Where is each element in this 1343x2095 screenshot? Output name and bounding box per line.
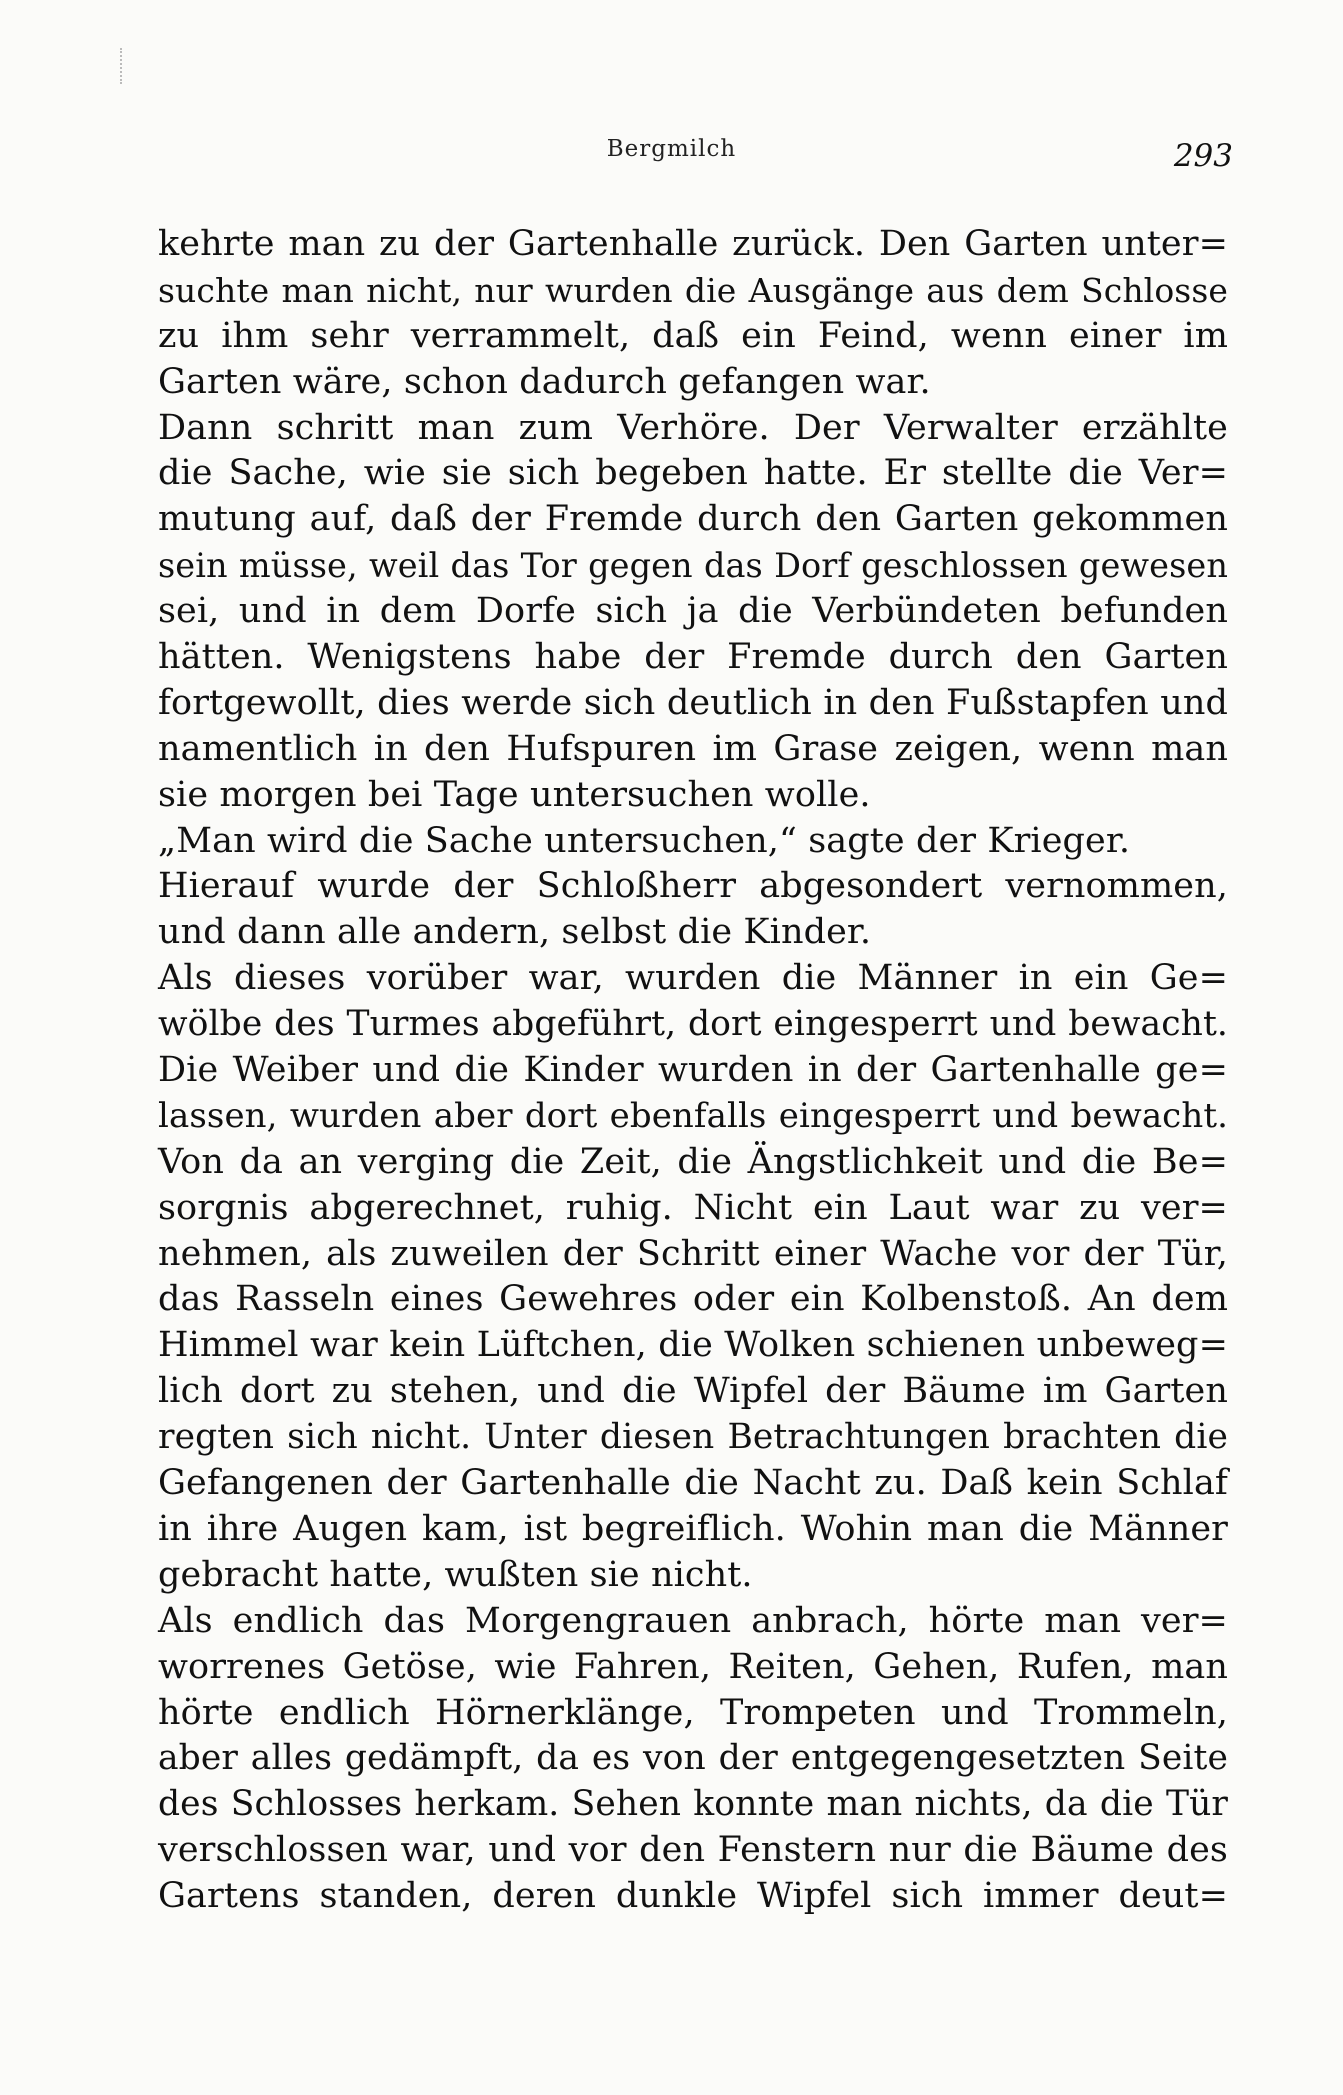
text-line: Von da an verging die Zeit, die Ängstlichkeit und die Be= — [158, 1141, 1228, 1182]
text-line: lich dort zu stehen, und die Wipfel der Bäume im Garten — [158, 1371, 1228, 1412]
text-line: Gefangenen der Gartenhalle die Nacht zu. Daß kein Schlaf — [158, 1463, 1228, 1504]
text-line: und dann alle andern, selbst die Kinder. — [158, 912, 872, 953]
text-line: regten sich nicht. Unter diesen Betrachtungen brachten die — [158, 1417, 1228, 1458]
text-line: hörte endlich Hörnerklänge, Trompeten und Trommeln, — [158, 1692, 1228, 1733]
text-line: Garten wäre, schon dadurch gefangen war. — [158, 361, 931, 402]
text-line: zu ihm sehr verrammelt, daß ein Feind, wenn einer im — [158, 315, 1228, 356]
text-line: sein müsse, weil das Tor gegen das Dorf geschlossen gewesen — [158, 546, 1228, 586]
text-line: Hierauf wurde der Schloßherr abgesondert vernommen, — [158, 866, 1228, 907]
text-line: wölbe des Turmes abgeführt, dort eingesperrt und bewacht. — [158, 1004, 1228, 1045]
body-text — [158, 222, 1228, 1920]
text-line: lassen, wurden aber dort ebenfalls eingesperrt und bewacht. — [158, 1095, 1228, 1136]
running-title: Bergmilch — [606, 136, 737, 162]
text-line: worrenes Getöse, wie Fahren, Reiten, Gehen, Rufen, man — [158, 1646, 1228, 1687]
text-line: mutung auf, daß der Fremde durch den Garten gekommen — [158, 499, 1228, 540]
text-line: in ihre Augen kam, ist begreiflich. Wohin man die Männer — [158, 1508, 1228, 1549]
text-line: sei, und in dem Dorfe sich ja die Verbündeten befunden — [158, 591, 1228, 632]
page-number: 293 — [1173, 138, 1233, 174]
margin-mark — [120, 48, 126, 84]
text-line: Die Weiber und die Kinder wurden in der Gartenhalle ge= — [158, 1050, 1228, 1091]
text-line: „Man wird die Sache untersuchen,“ sagte der Krieger. — [158, 820, 1131, 861]
text-line: hätten. Wenigstens habe der Fremde durch den Garten — [158, 637, 1228, 678]
text-line: verschlossen war, und vor den Fenstern nur die Bäume des — [158, 1830, 1228, 1871]
text-line: Gartens standen, deren dunkle Wipfel sich immer deut= — [158, 1876, 1228, 1917]
text-line: namentlich in den Hufspuren im Grase zeigen, wenn man — [158, 728, 1228, 769]
text-line: des Schlosses herkam. Sehen konnte man nichts, da die Tür — [158, 1784, 1228, 1825]
text-line: Als endlich das Morgengrauen anbrach, hörte man ver= — [158, 1600, 1228, 1641]
text-line: das Rasseln eines Gewehres oder ein Kolbenstoß. An dem — [158, 1279, 1228, 1320]
text-line: suchte man nicht, nur wurden die Ausgänge aus dem Schlosse — [158, 270, 1228, 310]
text-line: nehmen, als zuweilen der Schritt einer Wache vor der Tür, — [158, 1233, 1228, 1274]
text-line: kehrte man zu der Gartenhalle zurück. Den Garten unter= — [158, 224, 1228, 264]
text-line: sorgnis abgerechnet, ruhig. Nicht ein Laut war zu ver= — [158, 1187, 1228, 1228]
text-line: Dann schritt man zum Verhöre. Der Verwalter erzählte — [158, 407, 1228, 448]
text-line: gebracht hatte, wußten sie nicht. — [158, 1554, 753, 1595]
text-line: fortgewollt, dies werde sich deutlich in den Fußstapfen und — [158, 682, 1228, 723]
text-line: aber alles gedämpft, da es von der entgegengesetzten Seite — [158, 1738, 1228, 1779]
text-line: sie morgen bei Tage untersuchen wolle. — [158, 774, 871, 815]
text-line: Himmel war kein Lüftchen, die Wolken schienen unbeweg= — [158, 1325, 1228, 1366]
text-line: Als dieses vorüber war, wurden die Männer in ein Ge= — [158, 958, 1228, 999]
text-line: die Sache, wie sie sich begeben hatte. Er stellte die Ver= — [158, 453, 1228, 494]
